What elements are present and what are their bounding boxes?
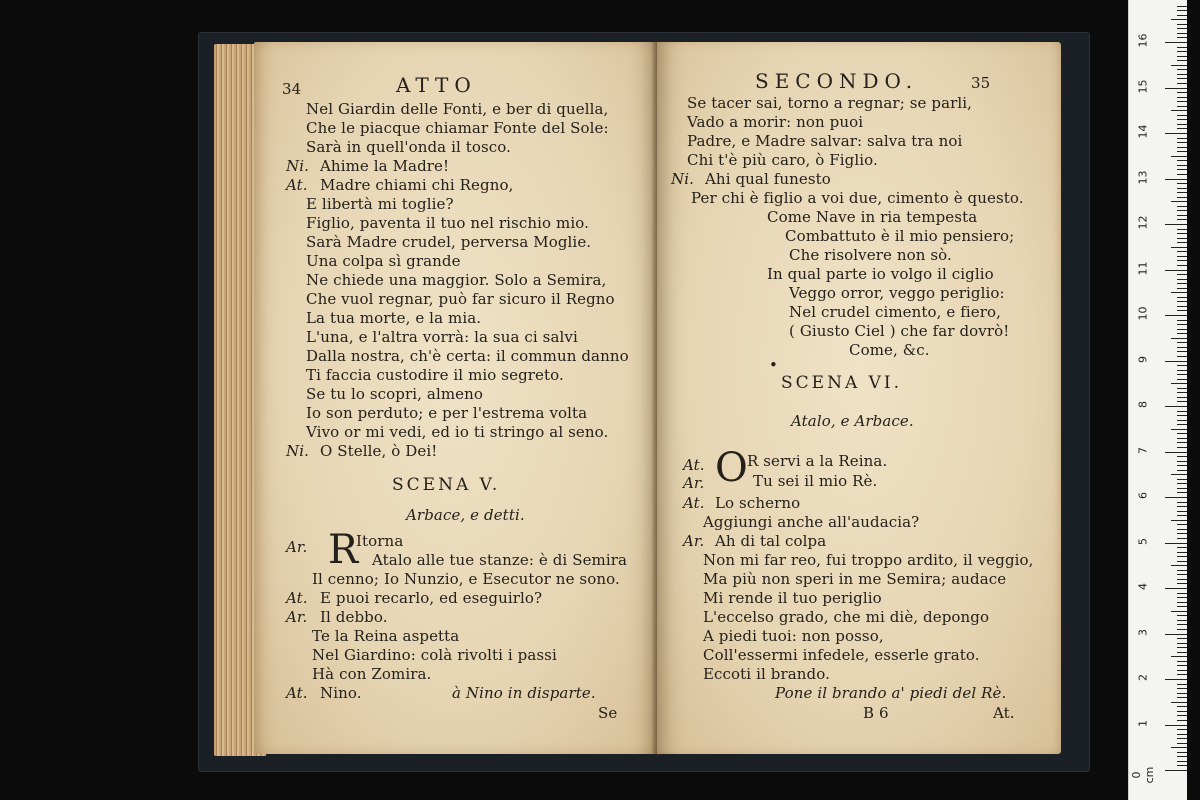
ruler-tick: [1177, 320, 1187, 321]
ruler-number: 6: [1136, 492, 1150, 499]
ruler-tick: [1177, 670, 1187, 671]
ruler-tick: [1177, 606, 1187, 607]
ruler-tick: [1177, 647, 1187, 648]
ruler-tick: [1177, 615, 1187, 616]
ruler-tick: [1177, 529, 1187, 530]
text-line: Che vuol regnar, può far sicuro il Regno: [306, 290, 615, 308]
ruler-tick: [1165, 88, 1187, 89]
ruler-tick: [1177, 665, 1187, 666]
text-line: A piedi tuoi: non posso,: [703, 627, 884, 645]
stage-direction: Pone il brando a' piedi del Rè.: [775, 684, 1007, 702]
ruler-tick: [1177, 169, 1187, 170]
scene-cast: Atalo, e Arbace.: [791, 412, 914, 430]
ruler-number: 16: [1136, 33, 1150, 48]
ruler-tick: [1165, 406, 1187, 407]
ruler-tick: [1177, 715, 1187, 716]
text-line: L'una, e l'altra vorrà: la sua ci salvi: [306, 328, 578, 346]
ruler-tick: [1177, 470, 1187, 471]
scene-title: SCENA V.: [392, 475, 501, 495]
ruler-tick: [1177, 342, 1187, 343]
page-number: 35: [971, 74, 991, 92]
ruler-number: 7: [1136, 446, 1150, 454]
ruler-tick: [1177, 78, 1187, 79]
text-line: Io son perduto; e per l'estrema volta: [306, 404, 588, 422]
text-line: Dalla nostra, ch'è certa: il commun danno: [306, 347, 629, 365]
ruler-tick: [1177, 502, 1187, 503]
text-line: Nel Giardin delle Fonti, e ber di quella,: [306, 100, 609, 118]
page-number: 34: [282, 80, 302, 98]
text-line: Hà con Zomira.: [312, 665, 432, 683]
text-line: Ma più non speri in me Semira; audace: [703, 570, 1007, 588]
text-line: Se tu lo scopri, almeno: [306, 385, 484, 403]
ruler-tick: [1177, 574, 1187, 575]
text-line: E libertà mi toglie?: [306, 195, 454, 213]
ruler-tick: [1177, 192, 1187, 193]
text-line: Coll'essermi infedele, esserle grato.: [703, 646, 980, 664]
ruler-tick: [1177, 761, 1187, 762]
ruler-tick: [1177, 597, 1187, 598]
ruler-tick: [1177, 260, 1187, 261]
ruler-tick: [1177, 643, 1187, 644]
ruler-tick: [1177, 142, 1187, 143]
stage-direction: à Nino in disparte.: [452, 684, 596, 702]
text-line: Tu sei il mio Rè.: [753, 472, 878, 490]
speaker-label: At.: [683, 494, 705, 512]
ruler-tick: [1177, 69, 1187, 70]
ruler-tick: [1177, 197, 1187, 198]
ruler-tick: [1177, 420, 1187, 421]
ruler-tick: [1177, 492, 1187, 493]
text-line: Te la Reina aspetta: [312, 627, 460, 645]
ruler-tick: [1177, 720, 1187, 721]
ruler-tick: [1177, 106, 1187, 107]
text-line: Nel Giardino: colà rivolti i passi: [312, 646, 557, 664]
ruler-tick: [1171, 656, 1187, 657]
text-line: Madre chiami chi Regno,: [320, 176, 514, 194]
ruler-tick: [1171, 110, 1187, 111]
ruler-tick: [1177, 552, 1187, 553]
ruler-number: 13: [1136, 170, 1150, 184]
text-line: Chi t'è più caro, ò Figlio.: [687, 151, 878, 169]
ruler-tick: [1177, 461, 1187, 462]
text-line: Se tacer sai, torno a regnar; se parli,: [687, 94, 973, 112]
ruler-tick: [1171, 474, 1187, 475]
ruler-tick: [1177, 447, 1187, 448]
text-line: O Stelle, ò Dei!: [320, 442, 438, 460]
ruler-tick: [1165, 588, 1187, 589]
ruler-tick: [1177, 738, 1187, 739]
text-line: Ne chiede una maggior. Solo a Semira,: [306, 271, 607, 289]
text-line: Ahi qual funesto: [705, 170, 831, 188]
ruler-tick: [1177, 283, 1187, 284]
ruler-tick: [1177, 365, 1187, 366]
ruler-tick: [1177, 756, 1187, 757]
ruler-tick: [1177, 128, 1187, 129]
text-line: Nel crudel cimento, e fiero,: [789, 303, 1002, 321]
ruler-tick: [1171, 702, 1187, 703]
ruler-tick: [1177, 28, 1187, 29]
ruler-tick: [1177, 229, 1187, 230]
ruler-tick: [1177, 629, 1187, 630]
ruler-tick: [1177, 15, 1187, 16]
ruler-tick: [1165, 543, 1187, 544]
ruler-tick: [1177, 711, 1187, 712]
ruler-tick: [1171, 201, 1187, 202]
ruler-tick: [1177, 6, 1187, 7]
ruler-tick: [1177, 60, 1187, 61]
text-line: Non mi far reo, fui troppo ardito, il veggio,: [703, 551, 1034, 569]
ruler-tick: [1177, 151, 1187, 152]
ruler-tick: [1177, 533, 1187, 534]
ruler-number: 11: [1136, 261, 1150, 275]
catchword: At.: [993, 704, 1015, 722]
text-line: Itorna: [356, 532, 404, 550]
ruler-tick: [1177, 511, 1187, 512]
text-line: Mi rende il tuo periglio: [703, 589, 882, 607]
ruler-tick: [1177, 593, 1187, 594]
ruler-tick: [1177, 33, 1187, 34]
ruler-number: 0 cm: [1130, 766, 1156, 784]
ruler-tick: [1177, 183, 1187, 184]
ruler-tick: [1177, 206, 1187, 207]
ruler-tick: [1177, 10, 1187, 11]
ruler-tick: [1177, 24, 1187, 25]
ruler-tick: [1177, 351, 1187, 352]
ruler-tick: [1177, 729, 1187, 730]
ruler-tick: [1177, 347, 1187, 348]
ruler-tick: [1177, 752, 1187, 753]
ruler-tick: [1177, 233, 1187, 234]
running-head: SECONDO.: [755, 69, 919, 93]
ruler-tick: [1177, 124, 1187, 125]
ruler-tick: [1165, 270, 1187, 271]
speaker-label: At.: [286, 176, 308, 194]
ruler-tick: [1177, 238, 1187, 239]
text-line: Nino.: [320, 684, 362, 702]
ruler-tick: [1177, 306, 1187, 307]
ruler-tick: [1177, 74, 1187, 75]
speaker-label: At.: [286, 589, 308, 607]
ruler-tick: [1171, 19, 1187, 20]
ruler-tick: [1177, 101, 1187, 102]
ruler-tick: [1177, 765, 1187, 766]
ruler-tick: [1171, 338, 1187, 339]
right-page: [657, 42, 1061, 754]
ruler-tick: [1171, 383, 1187, 384]
ruler-tick: [1177, 524, 1187, 525]
text-line: In qual parte io volgo il ciglio: [767, 265, 994, 283]
text-line: Combattuto è il mio pensiero;: [785, 227, 1015, 245]
ruler-tick: [1177, 415, 1187, 416]
ruler-tick: [1177, 251, 1187, 252]
ruler-number: 4: [1136, 583, 1150, 590]
ruler-tick: [1177, 570, 1187, 571]
ruler-tick: [1165, 179, 1187, 180]
text-line: Vado a morir: non puoi: [687, 113, 864, 131]
ruler-number: 14: [1136, 124, 1150, 139]
ruler-tick: [1165, 452, 1187, 453]
ruler-tick: [1177, 556, 1187, 557]
ruler-tick: [1177, 160, 1187, 161]
ruler-tick: [1171, 292, 1187, 293]
ruler-tick: [1177, 684, 1187, 685]
text-line: L'eccelso grado, che mi diè, depongo: [703, 608, 990, 626]
ruler-tick: [1165, 224, 1187, 225]
ruler-tick: [1177, 506, 1187, 507]
ruler-tick: [1177, 561, 1187, 562]
speaker-label: Ni.: [286, 442, 309, 460]
ruler-number: 2: [1136, 674, 1150, 681]
ruler-tick: [1177, 483, 1187, 484]
ruler-tick: [1177, 538, 1187, 539]
ruler-tick: [1177, 638, 1187, 639]
text-line: Come Nave in ria tempesta: [767, 208, 978, 226]
text-line: Eccoti il brando.: [703, 665, 830, 683]
ruler-number: 1: [1136, 719, 1150, 727]
ruler-tick: [1165, 133, 1187, 134]
ruler-tick: [1177, 242, 1187, 243]
ruler-tick: [1165, 770, 1187, 771]
speaker-label: Ar.: [286, 608, 308, 626]
ruler-tick: [1177, 547, 1187, 548]
text-line: ( Giusto Ciel ) che far dovrò!: [789, 322, 1010, 340]
ruler-tick: [1177, 279, 1187, 280]
ruler-tick: [1177, 92, 1187, 93]
ruler-tick: [1177, 56, 1187, 57]
ruler-number: 12: [1136, 215, 1150, 230]
ruler-tick: [1177, 661, 1187, 662]
ruler-tick: [1177, 411, 1187, 412]
ruler-tick: [1177, 515, 1187, 516]
text-line: Ti faccia custodire il mio segreto.: [306, 366, 564, 384]
text-line: Il debbo.: [320, 608, 388, 626]
ruler-number: 3: [1136, 628, 1150, 636]
text-line: R servi a la Reina.: [747, 452, 888, 470]
ruler-number: 9: [1136, 355, 1150, 363]
ruler-tick: [1177, 456, 1187, 457]
speaker-label: Ar.: [683, 474, 705, 492]
speaker-label: At.: [286, 684, 308, 702]
ruler-tick: [1165, 315, 1187, 316]
ruler-tick: [1177, 356, 1187, 357]
ruler-tick: [1177, 215, 1187, 216]
ruler-tick: [1171, 65, 1187, 66]
ruler-tick: [1165, 634, 1187, 635]
ruler-tick: [1177, 256, 1187, 257]
ruler-tick: [1165, 497, 1187, 498]
ruler-tick: [1177, 297, 1187, 298]
ruler-tick: [1177, 51, 1187, 52]
text-line: Sarà in quell'onda il tosco.: [306, 138, 512, 156]
ruler-number: 10: [1136, 306, 1150, 321]
ruler-number: 5: [1136, 537, 1150, 545]
text-line: Padre, e Madre salvar: salva tra noi: [687, 132, 963, 150]
ruler-tick: [1165, 679, 1187, 680]
ruler-tick: [1177, 174, 1187, 175]
ruler-tick: [1177, 265, 1187, 266]
ruler-tick: [1177, 329, 1187, 330]
ruler-tick: [1177, 479, 1187, 480]
speaker-label: Ar.: [286, 538, 308, 556]
running-head: ATTO: [396, 73, 477, 97]
scene-cast: Arbace, e detti.: [406, 506, 525, 524]
ruler-tick: [1177, 47, 1187, 48]
signature-mark: B 6: [863, 704, 889, 722]
ruler-tick: [1171, 565, 1187, 566]
ruler-tick: [1177, 602, 1187, 603]
ruler-tick: [1177, 288, 1187, 289]
speaker-label: At.: [683, 456, 705, 474]
text-line: Veggo orror, veggo periglio:: [789, 284, 1005, 302]
ruler-tick: [1177, 433, 1187, 434]
ruler-tick: [1177, 37, 1187, 38]
drop-capital: R: [328, 527, 359, 573]
scene-title: SCENA VI.: [781, 373, 903, 393]
text-line: Per chi è figlio a voi due, cimento è questo.: [691, 189, 1024, 207]
ruler-tick: [1177, 97, 1187, 98]
text-line: La tua morte, e la mia.: [306, 309, 482, 327]
text-line: Ahime la Madre!: [320, 157, 450, 175]
ruler-tick: [1177, 119, 1187, 120]
ruler-tick: [1177, 693, 1187, 694]
ruler-tick: [1177, 392, 1187, 393]
ruler-tick: [1177, 333, 1187, 334]
ruler-tick: [1177, 401, 1187, 402]
speaker-label: Ar.: [683, 532, 705, 550]
text-line: Sarà Madre crudel, perversa Moglie.: [306, 233, 592, 251]
ruler-tick: [1177, 83, 1187, 84]
ruler-tick: [1177, 165, 1187, 166]
ruler-tick: [1171, 520, 1187, 521]
ruler-tick: [1177, 488, 1187, 489]
text-line: Figlio, paventa il tuo nel rischio mio.: [306, 214, 589, 232]
text-line: Atalo alle tue stanze: è di Semira: [372, 551, 628, 569]
ruler-tick: [1177, 147, 1187, 148]
ornament-bullet: •: [769, 356, 778, 374]
ruler-tick: [1177, 388, 1187, 389]
drop-capital: O: [715, 445, 748, 491]
ruler-tick: [1177, 688, 1187, 689]
ruler-tick: [1177, 115, 1187, 116]
ruler-tick: [1177, 743, 1187, 744]
ruler-tick: [1177, 324, 1187, 325]
ruler-tick: [1177, 579, 1187, 580]
catchword: Se: [598, 704, 618, 722]
ruler-tick: [1177, 310, 1187, 311]
text-line: Come, &c.: [849, 341, 930, 359]
ruler-tick: [1171, 156, 1187, 157]
ruler-tick: [1177, 424, 1187, 425]
ruler-tick: [1177, 442, 1187, 443]
ruler-number: 15: [1136, 79, 1150, 93]
ruler-tick: [1177, 706, 1187, 707]
ruler-tick: [1177, 465, 1187, 466]
ruler-tick: [1177, 583, 1187, 584]
measuring-ruler: [1128, 0, 1187, 800]
ruler-tick: [1177, 274, 1187, 275]
ruler-tick: [1177, 370, 1187, 371]
ruler-tick: [1177, 219, 1187, 220]
text-line: Ah di tal colpa: [715, 532, 827, 550]
ruler-tick: [1171, 429, 1187, 430]
text-line: Che risolvere non sò.: [789, 246, 952, 264]
ruler-tick: [1177, 374, 1187, 375]
ruler-tick: [1177, 624, 1187, 625]
ruler-tick: [1177, 301, 1187, 302]
ruler-tick: [1177, 138, 1187, 139]
ruler-tick: [1177, 210, 1187, 211]
ruler-tick: [1177, 620, 1187, 621]
ruler-tick: [1171, 247, 1187, 248]
text-line: Vivo or mi vedi, ed io ti stringo al seno.: [306, 423, 609, 441]
ruler-tick: [1177, 438, 1187, 439]
text-line: E puoi recarlo, ed eseguirlo?: [320, 589, 543, 607]
left-page: [254, 42, 657, 754]
ruler-tick: [1171, 611, 1187, 612]
ruler-tick: [1177, 734, 1187, 735]
text-line: Una colpa sì grande: [306, 252, 461, 270]
text-line: Lo scherno: [715, 494, 801, 512]
ruler-number: 8: [1136, 401, 1150, 408]
ruler-tick: [1177, 379, 1187, 380]
text-line: Che le piacque chiamar Fonte del Sole:: [306, 119, 609, 137]
ruler-tick: [1177, 188, 1187, 189]
ruler-tick: [1165, 361, 1187, 362]
text-line: Aggiungi anche all'audacia?: [703, 513, 920, 531]
ruler-tick: [1165, 42, 1187, 43]
ruler-tick: [1177, 674, 1187, 675]
ruler-tick: [1177, 397, 1187, 398]
text-line: Il cenno; Io Nunzio, e Esecutor ne sono.: [312, 570, 620, 588]
speaker-label: Ni.: [671, 170, 694, 188]
ruler-tick: [1177, 697, 1187, 698]
ruler-tick: [1177, 652, 1187, 653]
ruler-tick: [1171, 747, 1187, 748]
ruler-tick: [1165, 725, 1187, 726]
speaker-label: Ni.: [286, 157, 309, 175]
